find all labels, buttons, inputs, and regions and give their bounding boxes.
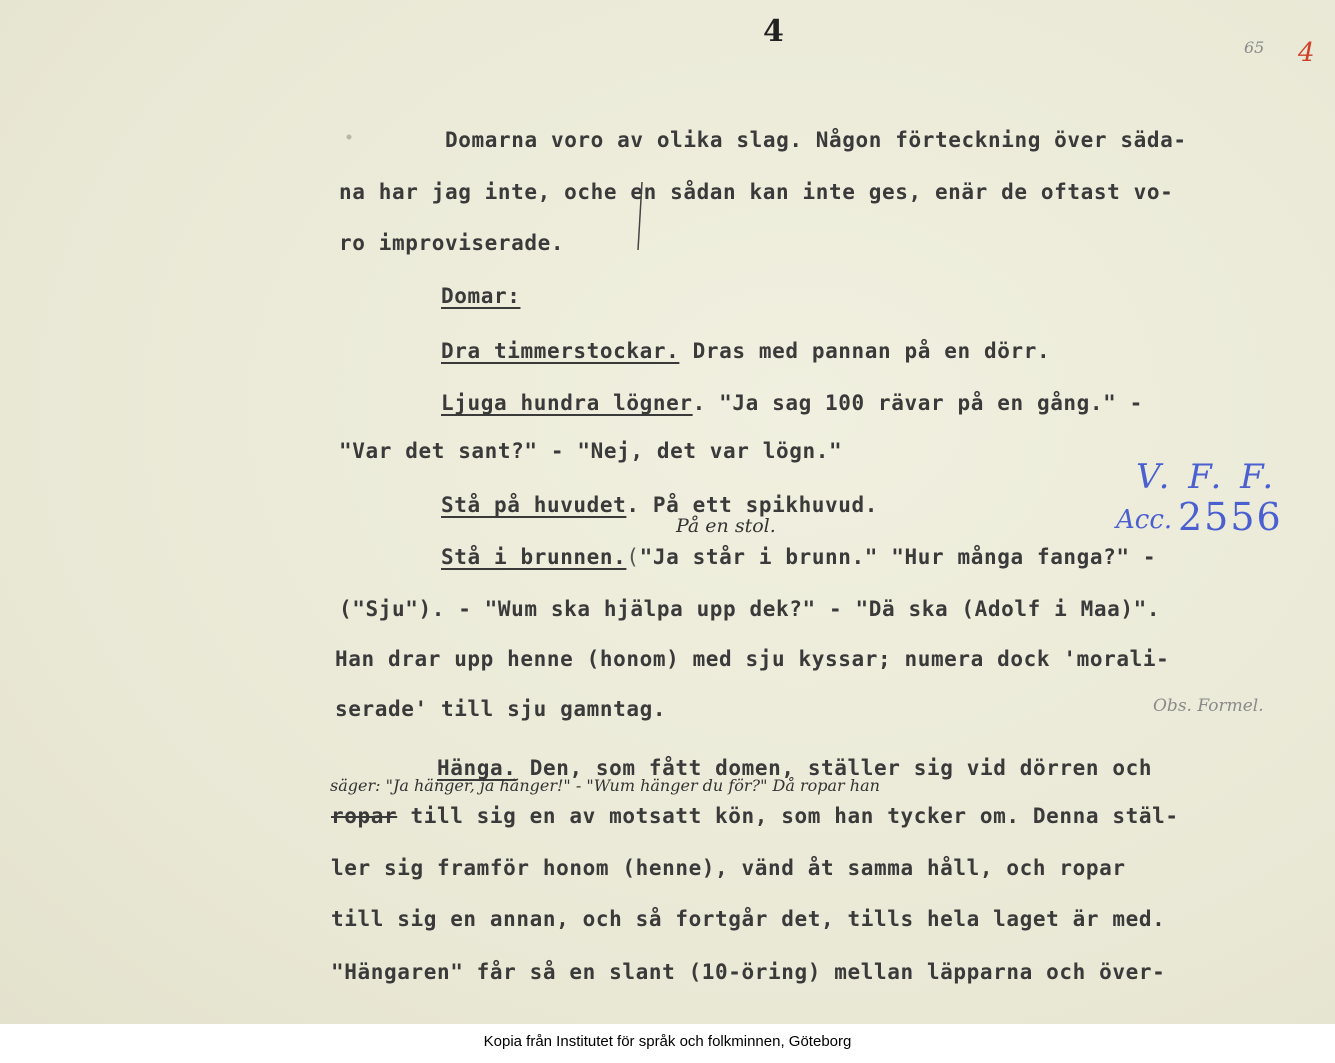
sta-brunnen-line-4: serade' till sju gamntag.	[335, 697, 667, 721]
hanga-line-3: ler sig framför honom (henne), vänd åt samma håll, och ropar	[331, 856, 1126, 880]
sta-brunnen-line-2: ("Sju"). - "Wum ska hjälpa upp dek?" - "Dä ska (Adolf i Maa)".	[339, 597, 1161, 621]
hanga-text: Den, som fått domen, ställer sig vid dörren och	[516, 756, 1153, 780]
domar-heading: Domar:	[441, 284, 521, 308]
intro-line-3: ro improviserade.	[339, 231, 565, 255]
sta-brunnen-line-1: Stå i brunnen.("Ja står i brunn." "Hur många fanga?" -	[441, 545, 1157, 569]
margin-note-formel: Obs. Formel.	[1153, 696, 1264, 716]
hanga-line-5: "Hängaren" får så en slant (10-öring) mellan läpparna och över-	[331, 960, 1166, 984]
handwritten-sager-insertion: säger: "Ja hänger, ja hänger!" - "Wum hänger du för?" Då ropar han	[330, 776, 880, 795]
red-page-number: 4	[1298, 38, 1315, 68]
stamp-acc: Acc.	[1116, 505, 1173, 535]
sta-brunnen-title: Stå i brunnen.	[441, 545, 627, 569]
footer-caption: Kopia från Institutet för språk och folkminnen, Göteborg	[0, 1024, 1335, 1063]
ink-mark-insert	[630, 180, 650, 260]
sta-brunnen-line-3: Han drar upp henne (honom) med sju kyssar; numera dock 'morali-	[335, 647, 1170, 671]
ljuga-line-2: "Var det sant?" - "Nej, det var lögn."	[339, 439, 843, 463]
sta-huvudet-text: . På ett spikhuvud.	[626, 493, 879, 517]
stamp-number: 2556	[1178, 495, 1283, 539]
ljuga-title: Ljuga hundra lögner	[441, 391, 693, 415]
pencil-page-number: 65	[1244, 38, 1265, 57]
dra-timmerstockar-title: Dra timmerstockar.	[441, 339, 680, 363]
sta-huvudet-title: Stå på huvudet	[441, 493, 627, 517]
archive-stamp	[1112, 457, 1287, 549]
ljuga-text: . "Ja sag 100 rävar på en gång." -	[692, 391, 1143, 415]
dra-timmerstockar-text: Dras med pannan på en dörr.	[679, 339, 1051, 363]
ljuga-line-1	[441, 391, 1143, 415]
intro-line-1: Domarna voro av olika slag. Någon förteckning över säda-	[445, 128, 1187, 152]
page-number: 4	[763, 14, 784, 49]
paper-blemish	[344, 132, 356, 142]
hanga-title: Hänga.	[437, 756, 517, 780]
dra-timmerstockar-line	[441, 339, 1050, 363]
hanga-line-2	[331, 804, 1179, 828]
intro-line-2: na har jag inte, oche en sådan kan inte ges, enär de oftast vo-	[339, 180, 1174, 204]
hanga-line-2-text: till sig en av motsatt kön, som han tycker om. Denna stäl-	[397, 804, 1179, 828]
sta-brunnen-text: "Ja står i brunn." "Hur många fanga?" -	[639, 545, 1157, 569]
handwritten-pa-en-stol: På en stol.	[676, 515, 776, 537]
hanga-line-4: till sig en annan, och så fortgår det, tills hela laget är med.	[331, 907, 1166, 931]
sta-huvudet-line	[441, 493, 878, 517]
stamp-vff: V. F. F.	[1136, 457, 1278, 497]
hanga-struck-word: ropar	[331, 804, 398, 828]
